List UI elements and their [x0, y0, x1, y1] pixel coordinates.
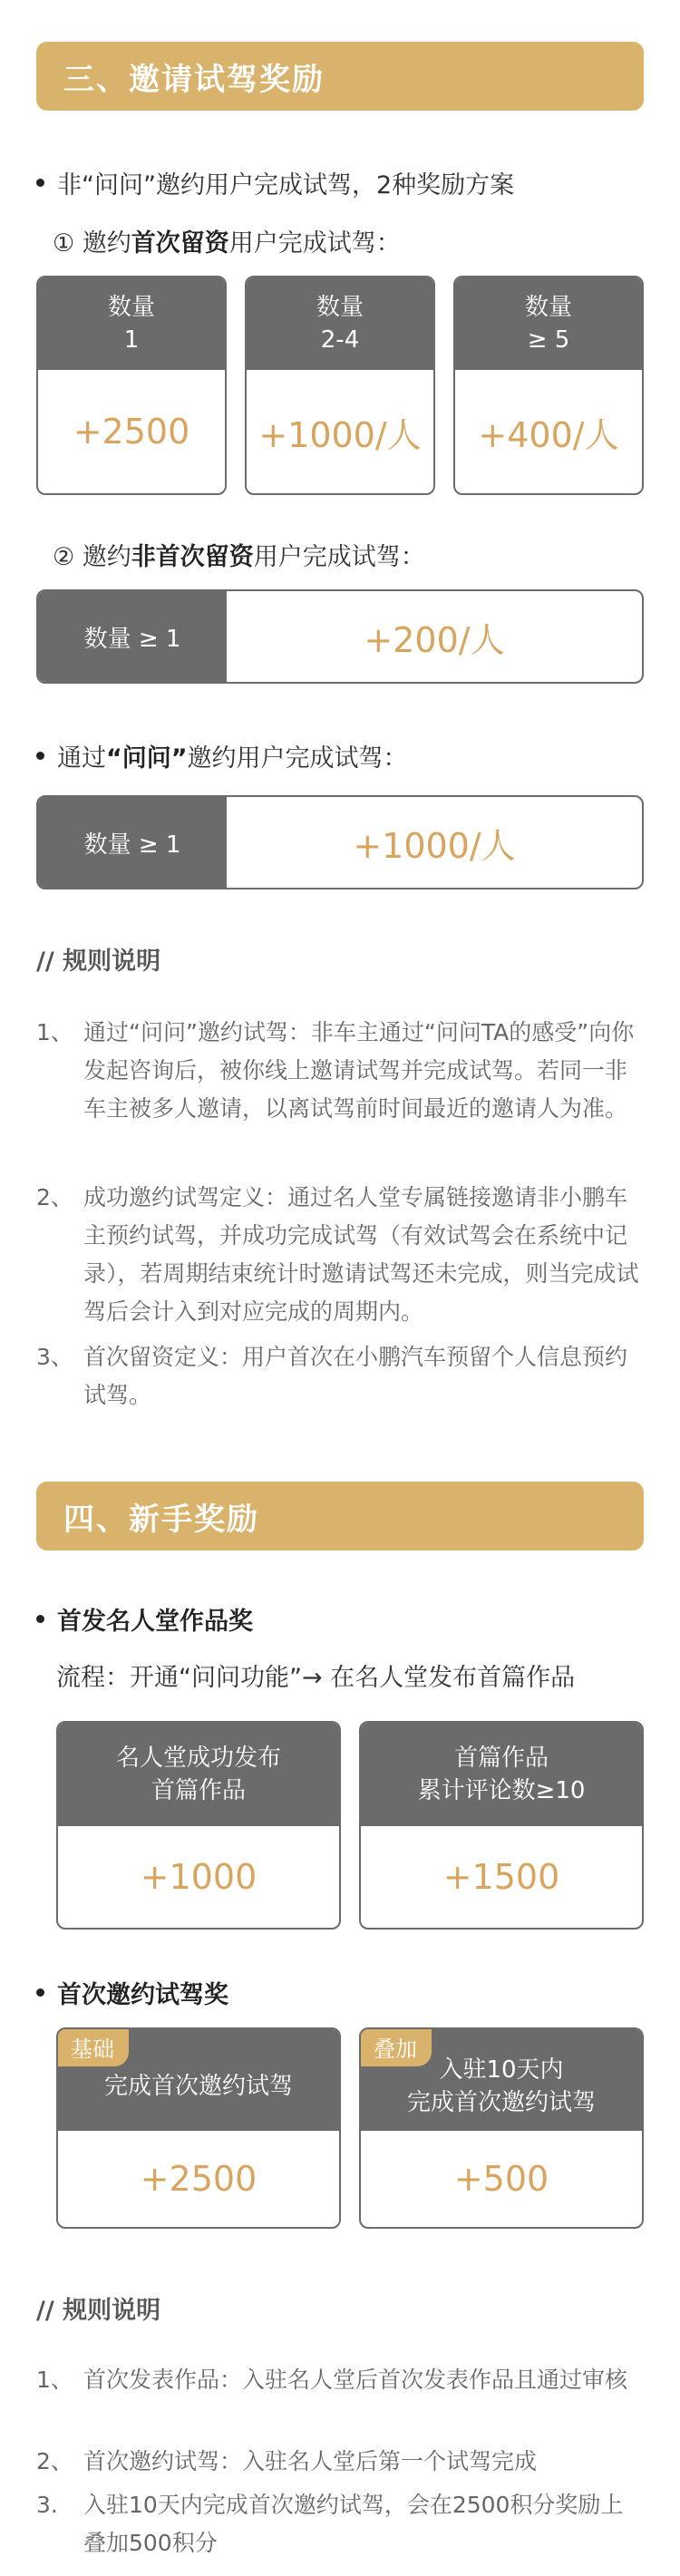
- scheme2-prefix: ② 邀约: [53, 543, 131, 571]
- bullet-dot-icon: [36, 1988, 44, 1997]
- drive-card-line1: 入驻10天内: [439, 2056, 564, 2084]
- rule-text: 首次留资定义：用户首次在小鹏汽车预留个人信息预约试驾。: [83, 1344, 628, 1408]
- drive-card-1: [56, 2027, 341, 2229]
- rule-item: [36, 1338, 644, 1414]
- bullet2-prefix: 通过: [57, 744, 106, 773]
- tier-card-header: [247, 277, 433, 370]
- drive-reward: +500: [453, 2159, 549, 2199]
- wenwen-card: [36, 795, 644, 889]
- rule-text: 成功邀约试驾定义：通过名人堂专属链接邀请非小鹏车主预约试驾，并成功完成试驾（有效试驾会在系统中记录），若周期结束统计时邀请试驾还未完成，则当完成试驾后会计入到对应完成的周期内。: [83, 1184, 639, 1325]
- bullet-first-drive: [36, 1975, 228, 2010]
- tier-label: 数量: [107, 294, 155, 321]
- scheme1-bold: 首次留资: [131, 229, 229, 258]
- rule-text: 入驻10天内完成首次邀约试驾，会在2500积分奖励上叠加500积分: [83, 2492, 624, 2556]
- drive-card-line2: 完成首次邀约试驾: [406, 2089, 596, 2116]
- tag-badge: 基础: [56, 2027, 129, 2066]
- scheme2-line: [53, 537, 425, 572]
- scheme1-suffix: 用户完成试驾：: [228, 229, 401, 258]
- rule-num: 2、: [36, 1184, 73, 1210]
- wenwen-qty: 数量 ≥ 1: [38, 797, 227, 888]
- tier-card-2: [245, 276, 435, 495]
- rule-item: [36, 2443, 644, 2481]
- tier-qty: 1: [123, 326, 140, 354]
- scheme2-qty: 数量 ≥ 1: [38, 591, 227, 682]
- drive-card-line1: 完成首次邀约试驾: [103, 2073, 293, 2100]
- tier-card-1: [36, 276, 227, 495]
- bullet-dot-icon: [36, 1615, 44, 1623]
- bullet-wenwen: [36, 738, 408, 773]
- rule-item: [36, 2361, 644, 2399]
- rules-title-newbie: // 规则说明: [36, 2297, 161, 2325]
- work-card-2: [359, 1721, 644, 1930]
- bullet-text: 首发名人堂作品奖: [57, 1608, 253, 1636]
- tier-reward: +2500: [73, 412, 190, 452]
- rule-text: 首次发表作品：入驻名人堂后首次发表作品且通过审核: [83, 2367, 628, 2393]
- scheme2-suffix: 用户完成试驾：: [253, 543, 425, 571]
- work-reward: +1000: [140, 1857, 257, 1897]
- work-card-line1: 名人堂成功发布: [115, 1745, 281, 1772]
- tier-qty: 2-4: [320, 326, 360, 354]
- work-card-header: [361, 1723, 642, 1826]
- work-reward: +1500: [442, 1857, 560, 1897]
- bullet-text: 非“问问”邀约用户完成试驾，2种奖励方案: [57, 171, 515, 199]
- scheme2-bold: 非首次留资: [131, 543, 254, 571]
- tier-label: 数量: [524, 294, 572, 321]
- section-header-invite: 三、邀请试驾奖励: [36, 42, 644, 111]
- rule-num: 1、: [36, 1019, 73, 1045]
- rule-num: 1、: [36, 2367, 73, 2393]
- rule-item: [36, 2486, 644, 2562]
- drive-reward: +2500: [140, 2159, 257, 2199]
- bullet-non-wenwen: [36, 165, 514, 200]
- flow-line: 流程：开通“问问功能”→ 在名人堂发布首篇作品: [56, 1664, 576, 1692]
- bullet-dot-icon: [36, 179, 44, 187]
- scheme2-reward: +200/人: [364, 619, 505, 660]
- tier-reward: +1000/人: [258, 414, 422, 455]
- tier-card-header: [38, 277, 225, 370]
- rules-title-invite: // 规则说明: [36, 948, 161, 976]
- bullet2-bold: “问问”: [106, 744, 188, 773]
- rule-num: 2、: [36, 2448, 73, 2474]
- rule-text: 通过“问问”邀约试驾：非车主通过“问问TA的感受”向你发起咨询后，被你线上邀请试驾并完成试驾。若同一非车主被多人邀请，以离试驾前时间最近的邀请人为准。: [83, 1019, 635, 1122]
- tier-reward: +400/人: [478, 414, 619, 455]
- work-card-line2: 首篇作品: [151, 1777, 246, 1804]
- tier-label: 数量: [316, 294, 364, 321]
- rule-num: 3、: [36, 1344, 73, 1370]
- rule-item: [36, 1014, 644, 1128]
- wenwen-reward: +1000/人: [353, 825, 516, 866]
- scheme2-card: [36, 589, 644, 684]
- scheme1-prefix: ① 邀约: [53, 229, 131, 258]
- bullet2-suffix: 邀约用户完成试驾：: [187, 744, 408, 773]
- drive-card-2: [359, 2027, 644, 2229]
- work-card-line1: 首篇作品: [453, 1745, 549, 1772]
- tier-qty: ≥ 5: [527, 326, 570, 354]
- work-card-line2: 累计评论数≥10: [417, 1777, 586, 1804]
- work-card-header: [58, 1723, 339, 1826]
- tier-card-3: [453, 276, 644, 495]
- tag-badge: 叠加: [359, 2027, 432, 2066]
- rule-text: 首次邀约试驾：入驻名人堂后第一个试驾完成: [83, 2448, 538, 2474]
- rule-item: [36, 1179, 644, 1331]
- section-header-newbie: 四、新手奖励: [36, 1482, 644, 1550]
- rule-num: 3.: [36, 2492, 58, 2518]
- bullet-dot-icon: [36, 752, 44, 760]
- scheme1-line: [53, 223, 401, 258]
- bullet-text: 首次邀约试驾奖: [57, 1981, 228, 2009]
- bullet-first-work: [36, 1601, 253, 1637]
- tier-card-header: [455, 277, 642, 370]
- work-card-1: [56, 1721, 341, 1930]
